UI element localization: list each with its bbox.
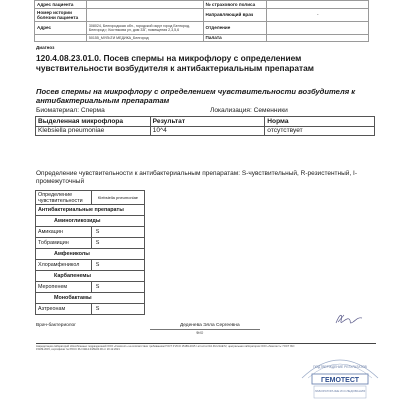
header-row (35, 8, 369, 21)
test-title: 120.4.08.23.01.0. Посев спермы на микрофлору с определением чувствительности возбудителя к антибактериальным препаратам (36, 53, 314, 73)
value-cell: S (91, 238, 144, 249)
section-title: Посев спермы на микрофлору с определением чувствительности возбудителя к антибактериальным препаратам (36, 87, 356, 105)
column-header: Определение чувствительности (36, 191, 92, 205)
doctor-name: Деденева Элла Сергеевна (180, 323, 240, 328)
results-header-row (36, 117, 375, 127)
footer-divider (36, 343, 376, 344)
column-header: Норма (265, 117, 375, 127)
signature-line (150, 329, 260, 330)
drug-cell: Меропенем (36, 282, 92, 293)
drug-cell: Азтреонам (36, 304, 92, 315)
header-label: Адрес пациента (35, 1, 87, 9)
doctor-title: Врач-бактериолог (36, 323, 76, 328)
header-value: - (267, 8, 369, 21)
header-label: Адрес (35, 21, 87, 34)
header-label: Направляющий врач (203, 8, 267, 21)
section-label: Антибактериальные препараты (36, 205, 145, 216)
header-value: 50155_МУЛЬТИ МЕДИКА_Белгород (86, 34, 203, 42)
header-value (267, 1, 369, 9)
column-header: Выделенная микрофлора (36, 117, 151, 127)
section-row (36, 205, 145, 216)
header-row (35, 1, 369, 9)
group-label: Амфениколы (36, 249, 145, 260)
stamp-bottom-text: ЛАБОРАТОРНЫЕ ИССЛЕДОВАНИЯ (314, 389, 366, 393)
header-value (267, 21, 369, 34)
organism-cell: Klebsiella pneumoniae (36, 126, 151, 136)
table-row (36, 282, 145, 293)
drug-cell: Амикацин (36, 227, 92, 238)
header-label (35, 34, 87, 42)
accreditation-note: Аккредитация лабораторий обособленных подразделений ООО «Гемотест» на соответствие требованиям ГОСТ Р ИСО 15189-2015 / аттестат RA.RU.21АЕ72, центральная лаборатория ООО «Гемотест»: ГОСТ ISO 15189-2015, сертификат № РОСС RU.31112.04ЛНК0.00 от 20.12.2021 (36, 345, 295, 352)
group-row (36, 249, 145, 260)
value-cell: S (91, 282, 144, 293)
header-value (86, 1, 203, 9)
diagnosis-label: Диагноз (36, 45, 55, 50)
header-row (35, 21, 369, 34)
stamp-brand: ГЕМОТЕСТ (320, 377, 360, 384)
table-row (36, 304, 145, 315)
fio-label: ФИО (196, 331, 204, 335)
group-label: Монобактамы (36, 293, 145, 304)
handwritten-signature (328, 311, 368, 329)
header-value: 308024, Белгородская обл., городской округ город Белгород, Белгород г, Костюкова ул, дом 33Г, помещения 2,3,5,6 (86, 21, 203, 34)
table-row (36, 126, 375, 136)
column-header: Результат (150, 117, 265, 127)
table-row (36, 227, 145, 238)
result-cell: 10^4 (150, 126, 265, 136)
group-label: Карбапенемы (36, 271, 145, 282)
group-row (36, 271, 145, 282)
value-cell: S (91, 227, 144, 238)
header-value (267, 34, 369, 42)
value-cell: S (91, 304, 144, 315)
antibiotic-header-row (36, 191, 145, 205)
table-row (36, 238, 145, 249)
gemotest-stamp (300, 348, 380, 400)
column-header: Klebsiella pneumoniae (91, 191, 144, 205)
results-table (35, 116, 375, 136)
biomaterial: Биоматериал: Сперма (36, 107, 105, 114)
header-label: № страхового полиса (203, 1, 267, 9)
drug-cell: Хлорамфеникол (36, 260, 92, 271)
patient-header-table (34, 0, 369, 42)
group-row (36, 293, 145, 304)
localization: Локализация: Семенники (210, 107, 288, 114)
stamp-top-text: ПОДТВЕРЖДЕНИЕ РЕЗУЛЬТАТОВ (313, 365, 367, 369)
header-value (86, 8, 203, 21)
norm-cell: отсутствует (265, 126, 375, 136)
header-row (35, 34, 369, 42)
sensitivity-note: Определение чувствительности к антибактериальным препаратам: S-чувствительный, R-резистентный, I-промежуточный (36, 170, 357, 185)
table-row (36, 260, 145, 271)
drug-cell: Тобрамицин (36, 238, 92, 249)
header-label: Номер истории болезни пациента (35, 8, 87, 21)
header-label: Палата (203, 34, 267, 42)
group-row (36, 216, 145, 227)
antibiotic-table (35, 190, 145, 315)
header-label: Отделение (203, 21, 267, 34)
group-label: Аминогликозиды (36, 216, 145, 227)
value-cell: S (91, 260, 144, 271)
